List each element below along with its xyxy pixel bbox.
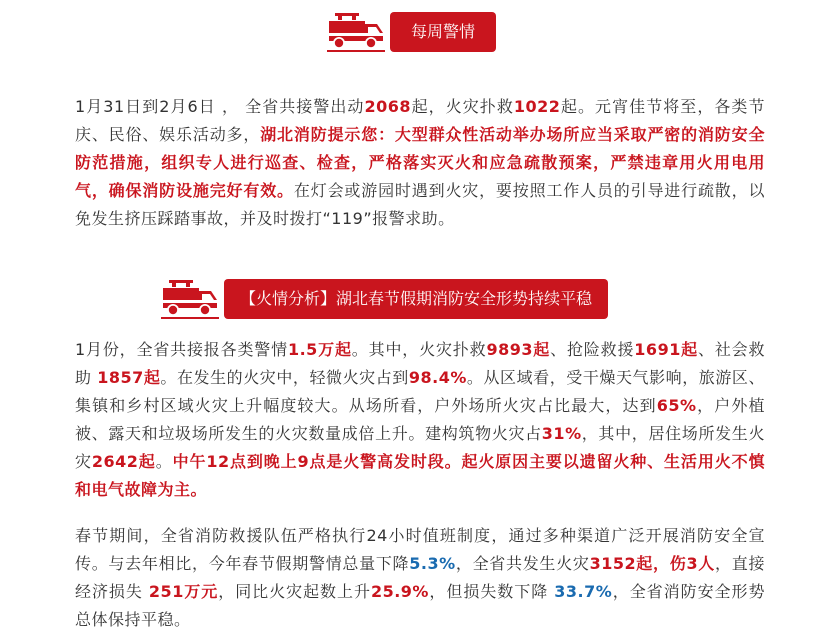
text-run: 在灯会或游园时遇到火灾，要按照工作人员的引导进行疏散，以免发生挤压踩踏事故，并及时拨打“119”报警求助。 bbox=[75, 181, 765, 228]
text-run: ，全省消防安全形势总体保持平稳。 bbox=[75, 582, 765, 629]
stat-value: 65% bbox=[656, 396, 697, 415]
text-run: 、抢险救援 bbox=[550, 340, 635, 359]
text-run: ，户外植被、露天和垃圾场所发生的火灾数量成倍上升。建构筑物火灾占 bbox=[75, 396, 765, 443]
text-run: ， bbox=[653, 554, 670, 573]
text-run: 1月31日到2月6日 ， 全省共接警出动 bbox=[75, 97, 365, 116]
text-run: ，直接经济损失 bbox=[75, 554, 765, 601]
text-run: 、社会救助 bbox=[75, 340, 765, 387]
section-header-fire-analysis bbox=[161, 277, 608, 321]
section-title: 【火情分析】湖北春节假期消防安全形势持续平稳 bbox=[224, 279, 608, 319]
stat-value: 3152起 bbox=[589, 554, 654, 573]
stat-value-blue: 33.7% bbox=[554, 582, 613, 601]
text-run: 起，火灾扑救 bbox=[411, 97, 514, 116]
stat-value: 25.9% bbox=[370, 582, 429, 601]
paragraph-january-analysis bbox=[75, 336, 765, 504]
stat-value: 2068 bbox=[364, 97, 412, 116]
stat-value: 9893起 bbox=[486, 340, 551, 359]
stat-value: 2642起 bbox=[91, 452, 156, 471]
text-run: 。在发生的火灾中，轻微火灾占到 bbox=[160, 368, 409, 387]
paragraph-spring-festival bbox=[75, 522, 765, 634]
safety-tip-bold: 湖北消防提示您：大型群众性活动举办场所应当采取严密的消防安全防范措施，组织专人进行巡查、检查，严格落实灭火和应急疏散预案，严禁违章用火用电用气，确保消防设施完好有效。 bbox=[75, 125, 765, 200]
text-run: ，全省共发生火灾 bbox=[455, 554, 590, 573]
section-title: 每周警情 bbox=[390, 12, 496, 52]
stat-value: 251万元 bbox=[148, 582, 219, 601]
text-run: 。其中，火灾扑救 bbox=[351, 340, 487, 359]
stat-value: 98.4% bbox=[408, 368, 467, 387]
fire-truck-icon bbox=[327, 10, 385, 54]
text-run: ，其中，居住场所发生火灾 bbox=[75, 424, 765, 471]
section-header-weekly bbox=[327, 10, 496, 54]
text-run: 。 bbox=[155, 452, 173, 471]
stat-value: 1.5万起 bbox=[287, 340, 352, 359]
text-run: ，但损失数下降 bbox=[428, 582, 555, 601]
text-run: 1月份，全省共接报各类警情 bbox=[75, 340, 288, 359]
fire-truck-icon bbox=[161, 277, 219, 321]
stat-value: 伤3人 bbox=[669, 554, 716, 573]
key-finding-bold: 中午12点到晚上9点是火警高发时段。起火原因主要以遗留火种、生活用火不慎和电气故障为主。 bbox=[75, 452, 765, 499]
stat-value: 1022 bbox=[513, 97, 561, 116]
text-run: 春节期间，全省消防救援队伍严格执行24小时值班制度，通过多种渠道广泛开展消防安全宣传。与去年相比，今年春节假期警情总量下降 bbox=[75, 526, 765, 573]
paragraph-weekly-summary bbox=[75, 93, 765, 233]
stat-value: 1691起 bbox=[634, 340, 698, 359]
stat-value: 31% bbox=[541, 424, 582, 443]
text-run: 起。元宵佳节将至，各类节庆、民俗、娱乐活动多， bbox=[75, 97, 765, 144]
stat-value-blue: 5.3% bbox=[409, 554, 456, 573]
text-run: 。从区域看，受干燥天气影响，旅游区、集镇和乡村区域火灾上升幅度较大。从场所看，户外场所火灾占比最大，达到 bbox=[75, 368, 765, 415]
text-run: ，同比火灾起数上升 bbox=[218, 582, 371, 601]
stat-value: 1857起 bbox=[97, 368, 161, 387]
